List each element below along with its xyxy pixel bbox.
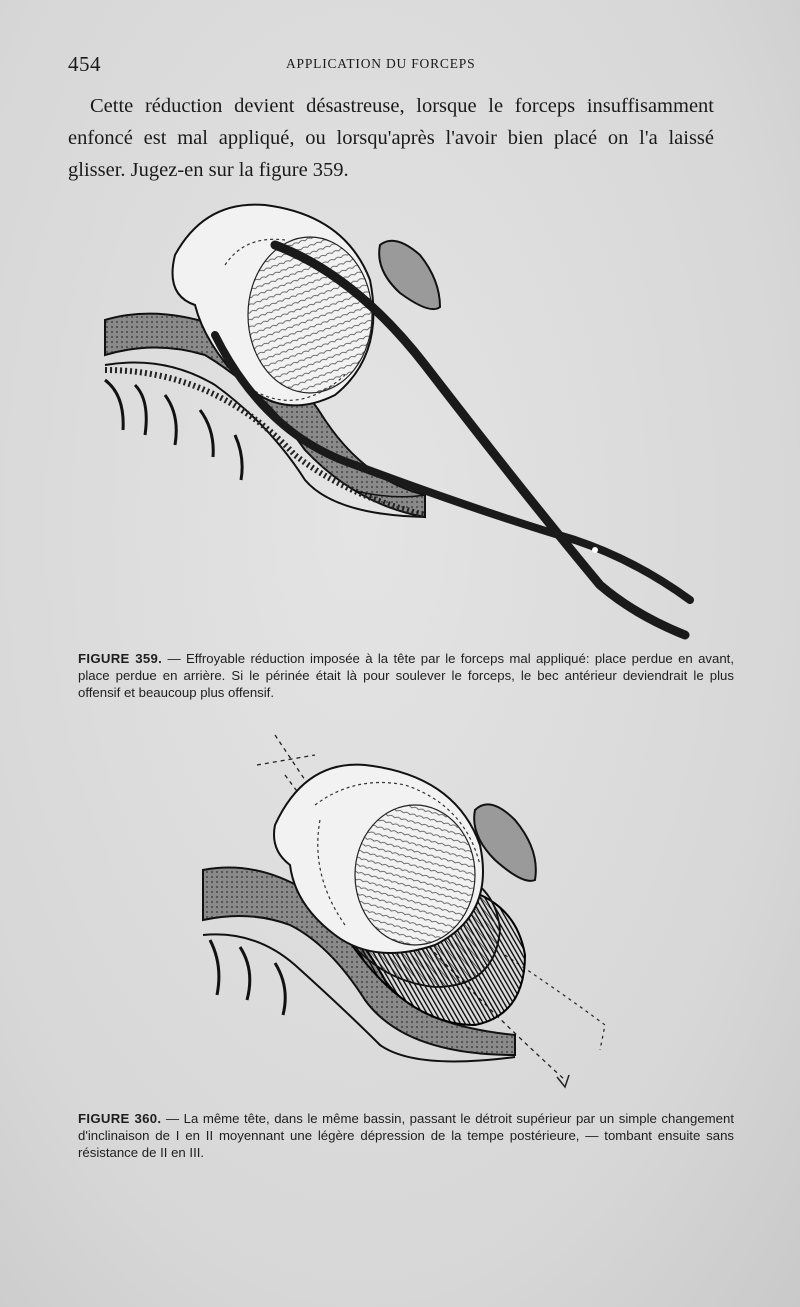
- page-header: [68, 52, 728, 82]
- figure-359-label: FIGURE 359.: [78, 651, 163, 666]
- figure-360-illustration: [195, 725, 625, 1105]
- body-paragraph: Cette réduction devient désastreuse, lorsque le forceps insuffisamment enfoncé est mal appliqué, ou lorsqu'après l'avoir bien placé on l'a laissé glisser. Jugez-en sur la figure 359.: [68, 95, 714, 181]
- figure-360-caption-text: — La même tête, dans le même bassin, passant le détroit supérieur par un simple changement d'inclinaison de I en II moyennant une légère dépression de la tempe postérieure, — tombant ensuite sans résistance de II en III.: [78, 1111, 734, 1160]
- running-title: APPLICATION DU FORCEPS: [286, 56, 476, 71]
- axis-arrow-drawing: [557, 1075, 569, 1087]
- figure-359-caption: [78, 650, 734, 701]
- fetal-head-drawing: [173, 205, 374, 406]
- page-number: 454: [68, 52, 101, 76]
- figure-360-label: FIGURE 360.: [78, 1111, 162, 1126]
- figure-359-caption-text: — Effroyable réduction imposée à la tête par le forceps mal appliqué: place perdue en avant, place perdue en arrière. Si le périnée était là pour soulever le forceps, le bec antérieur deviendrait le plus offensif et beaucoup plus offensif.: [78, 651, 734, 700]
- figure-360-caption: [78, 1110, 734, 1161]
- figure-359-illustration: [95, 195, 705, 640]
- pubis-drawing: [379, 241, 440, 309]
